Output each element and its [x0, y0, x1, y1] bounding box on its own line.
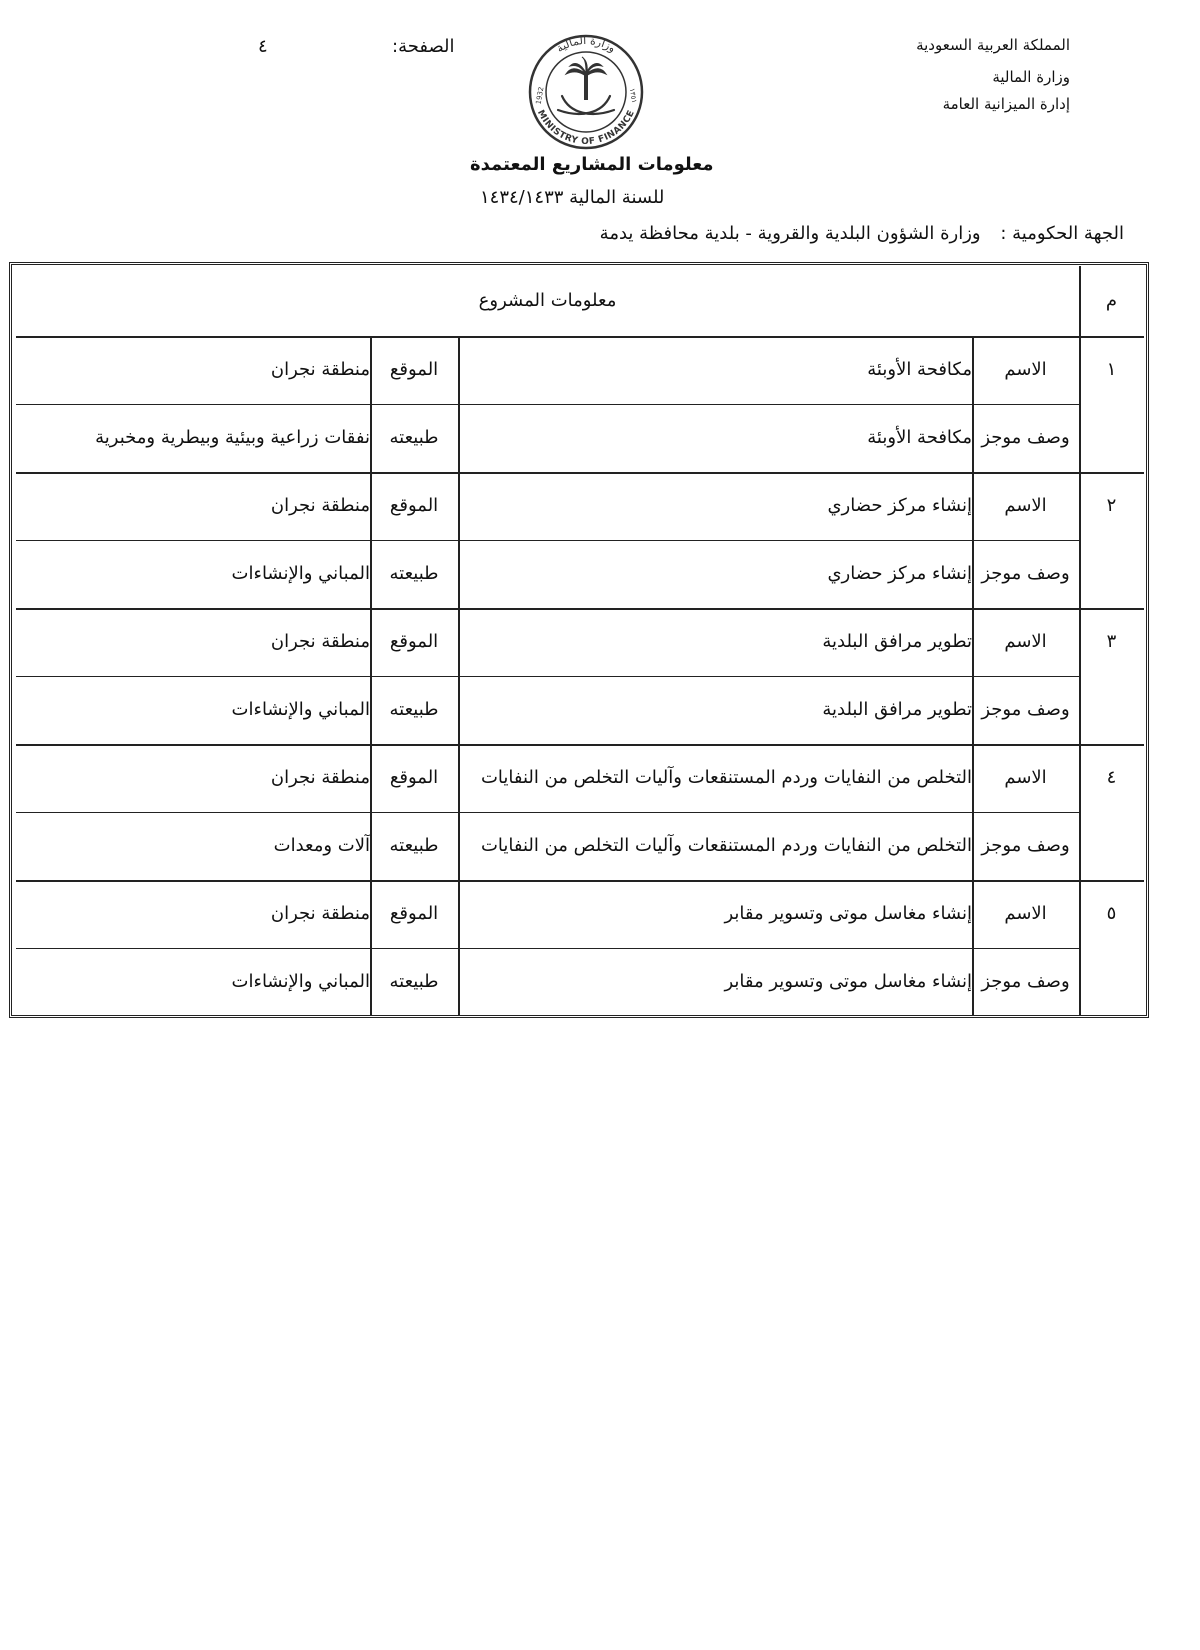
project-description: التخلص من النفايات وردم المستنقعات وآليات التخلص من النفايات	[480, 835, 972, 856]
project-description: إنشاء مركز حضاري	[827, 563, 972, 584]
name-label: الاسم	[1004, 903, 1047, 924]
project-nature: المباني والإنشاءات	[231, 699, 370, 720]
location-label: الموقع	[389, 767, 439, 788]
description-label: وصف موجز	[981, 563, 1070, 584]
name-label: الاسم	[1004, 631, 1047, 652]
palm-tree-icon	[566, 57, 606, 100]
project-description: مكافحة الأوبئة	[867, 427, 972, 448]
name-label: الاسم	[1004, 767, 1047, 788]
project-number: ٣	[1106, 631, 1117, 652]
entity-label: الجهة الحكومية :	[1000, 223, 1124, 244]
project-name: التخلص من النفايات وردم المستنقعات وآليات التخلص من النفايات	[480, 767, 972, 788]
ministry-of-finance-logo	[520, 30, 652, 150]
country-name: المملكة العربية السعودية	[916, 36, 1070, 54]
project-name: تطوير مرافق البلدية	[822, 631, 972, 652]
nature-label: طبيعته	[389, 427, 439, 448]
project-location: منطقة نجران	[270, 903, 370, 924]
nature-label: طبيعته	[389, 971, 439, 992]
table-divider-horizontal	[16, 540, 1079, 541]
project-nature: المباني والإنشاءات	[231, 563, 370, 584]
project-number: ١	[1106, 359, 1117, 380]
project-nature: آلات ومعدات	[273, 835, 370, 856]
column-header-number: م	[1105, 290, 1118, 311]
page-label: الصفحة:	[392, 36, 455, 57]
column-header-project-info: معلومات المشروع	[478, 290, 617, 311]
project-location: منطقة نجران	[270, 631, 370, 652]
table-divider-horizontal	[16, 948, 1079, 949]
table-divider-horizontal	[16, 812, 1079, 813]
table-divider-horizontal	[16, 676, 1079, 677]
project-number: ٢	[1106, 495, 1117, 516]
location-label: الموقع	[389, 631, 439, 652]
table-divider-horizontal	[16, 404, 1079, 405]
project-number: ٥	[1106, 903, 1117, 924]
project-nature: نفقات زراعية وبيئية وبيطرية ومخبرية	[95, 427, 370, 448]
name-label: الاسم	[1004, 359, 1047, 380]
project-location: منطقة نجران	[270, 359, 370, 380]
nature-label: طبيعته	[389, 699, 439, 720]
project-name: إنشاء مغاسل موتى وتسوير مقابر	[724, 903, 972, 924]
project-number: ٤	[1106, 767, 1117, 788]
project-description: إنشاء مغاسل موتى وتسوير مقابر	[724, 971, 972, 992]
government-entity	[600, 223, 1124, 244]
nature-label: طبيعته	[389, 835, 439, 856]
description-label: وصف موجز	[981, 699, 1070, 720]
description-label: وصف موجز	[981, 427, 1070, 448]
location-label: الموقع	[389, 359, 439, 380]
name-label: الاسم	[1004, 495, 1047, 516]
location-label: الموقع	[389, 495, 439, 516]
project-location: منطقة نجران	[270, 767, 370, 788]
project-description: تطوير مرافق البلدية	[822, 699, 972, 720]
entity-value: وزارة الشؤون البلدية والقروية - بلدية محافظة يدمة	[599, 223, 981, 244]
project-name: إنشاء مركز حضاري	[827, 495, 972, 516]
document-title: معلومات المشاريع المعتمدة	[470, 154, 714, 175]
project-nature: المباني والإنشاءات	[231, 971, 370, 992]
location-label: الموقع	[389, 903, 439, 924]
page-number: ٤	[258, 36, 268, 57]
logo-year-left: 1932	[534, 86, 546, 106]
nature-label: طبيعته	[389, 563, 439, 584]
department-name: إدارة الميزانية العامة	[942, 95, 1070, 113]
description-label: وصف موجز	[981, 971, 1070, 992]
logo-text-top: وزارة المالية	[553, 33, 619, 56]
logo-text-bottom: MINISTRY OF FINANCE	[535, 108, 637, 148]
fiscal-year: للسنة المالية ١٤٣٤/١٤٣٣	[480, 187, 665, 208]
logo-year-right: ١٣٥١	[627, 87, 639, 104]
description-label: وصف موجز	[981, 835, 1070, 856]
project-name: مكافحة الأوبئة	[867, 359, 972, 380]
project-location: منطقة نجران	[270, 495, 370, 516]
ministry-name: وزارة المالية	[992, 68, 1070, 86]
